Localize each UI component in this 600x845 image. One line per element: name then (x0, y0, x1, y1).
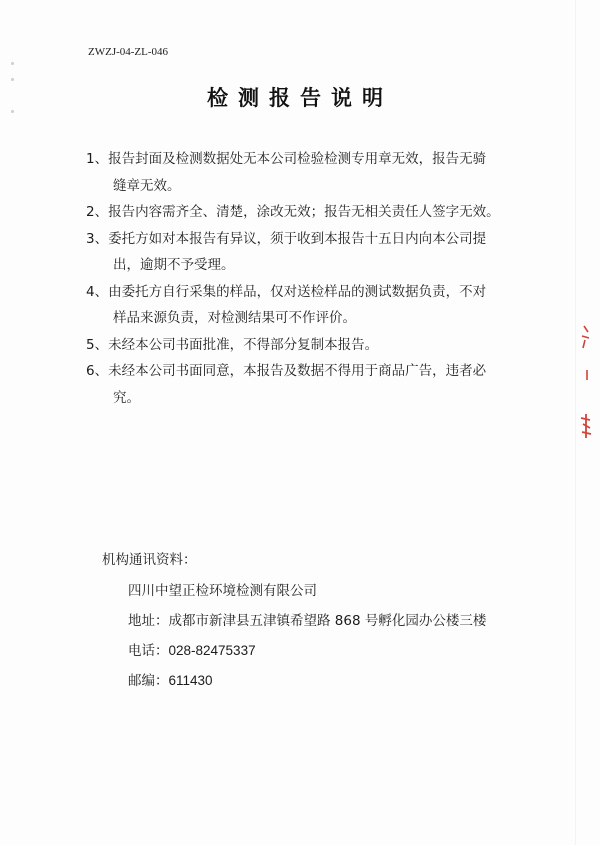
item-text: 报告内容需齐全、清楚，涂改无效；报告无相关责任人签字无效。 (108, 204, 500, 220)
item-text: 委托方如对本报告有异议，须于收到本报告十五日内向本公司提 (108, 230, 487, 247)
list-item (86, 279, 516, 332)
list-item (86, 146, 516, 199)
item-number: 1、 (86, 151, 109, 167)
seam-seal-fragment (578, 318, 594, 448)
address-value: 成都市新津县五津镇希望路 868 号孵化园办公楼三楼 (168, 613, 487, 629)
postcode-label: 邮编： (128, 673, 169, 689)
item-continuation: 缝章无效。 (113, 177, 181, 194)
address-label: 地址： (128, 613, 169, 629)
item-text: 报告封面及检测数据处无本公司检验检测专用章无效，报告无骑 (108, 151, 487, 167)
phone-value: 028-82475337 (168, 643, 256, 658)
item-text: 由委托方自行采集的样品，仅对送检样品的测试数据负责，不对 (108, 283, 487, 300)
postcode-value: 611430 (168, 673, 213, 688)
item-continuation: 出，逾期不予受理。 (113, 257, 235, 273)
contact-info (102, 548, 486, 700)
item-number: 6、 (86, 363, 109, 379)
item-number: 4、 (86, 283, 109, 300)
scan-dot (11, 110, 14, 113)
company-name: 四川中望正检环境检测有限公司 (128, 583, 317, 599)
item-continuation: 究。 (113, 389, 140, 406)
scan-dot (11, 78, 14, 81)
terms-list (86, 146, 516, 411)
scan-edge-line (575, 0, 576, 845)
item-number: 2、 (86, 204, 109, 220)
item-continuation: 样品来源负责，对检测结果可不作评价。 (113, 310, 356, 326)
page-title: 检测报告说明 (207, 86, 393, 110)
phone-line (102, 640, 486, 670)
item-number: 5、 (86, 336, 109, 353)
postcode-line (102, 670, 486, 700)
phone-label: 电话： (128, 643, 169, 659)
scan-dot (11, 62, 14, 65)
contact-heading: 机构通讯资料： (102, 552, 197, 568)
list-item (86, 226, 516, 279)
item-number: 3、 (86, 230, 109, 247)
item-text: 未经本公司书面批准，不得部分复制本报告。 (108, 336, 379, 353)
document-code: ZWZJ-04-ZL-046 (88, 46, 169, 58)
list-item (86, 358, 516, 411)
address-line (102, 610, 486, 640)
list-item (86, 332, 516, 359)
list-item (86, 199, 516, 226)
item-text: 未经本公司书面同意，本报告及数据不得用于商品广告，违者必 (108, 363, 487, 379)
